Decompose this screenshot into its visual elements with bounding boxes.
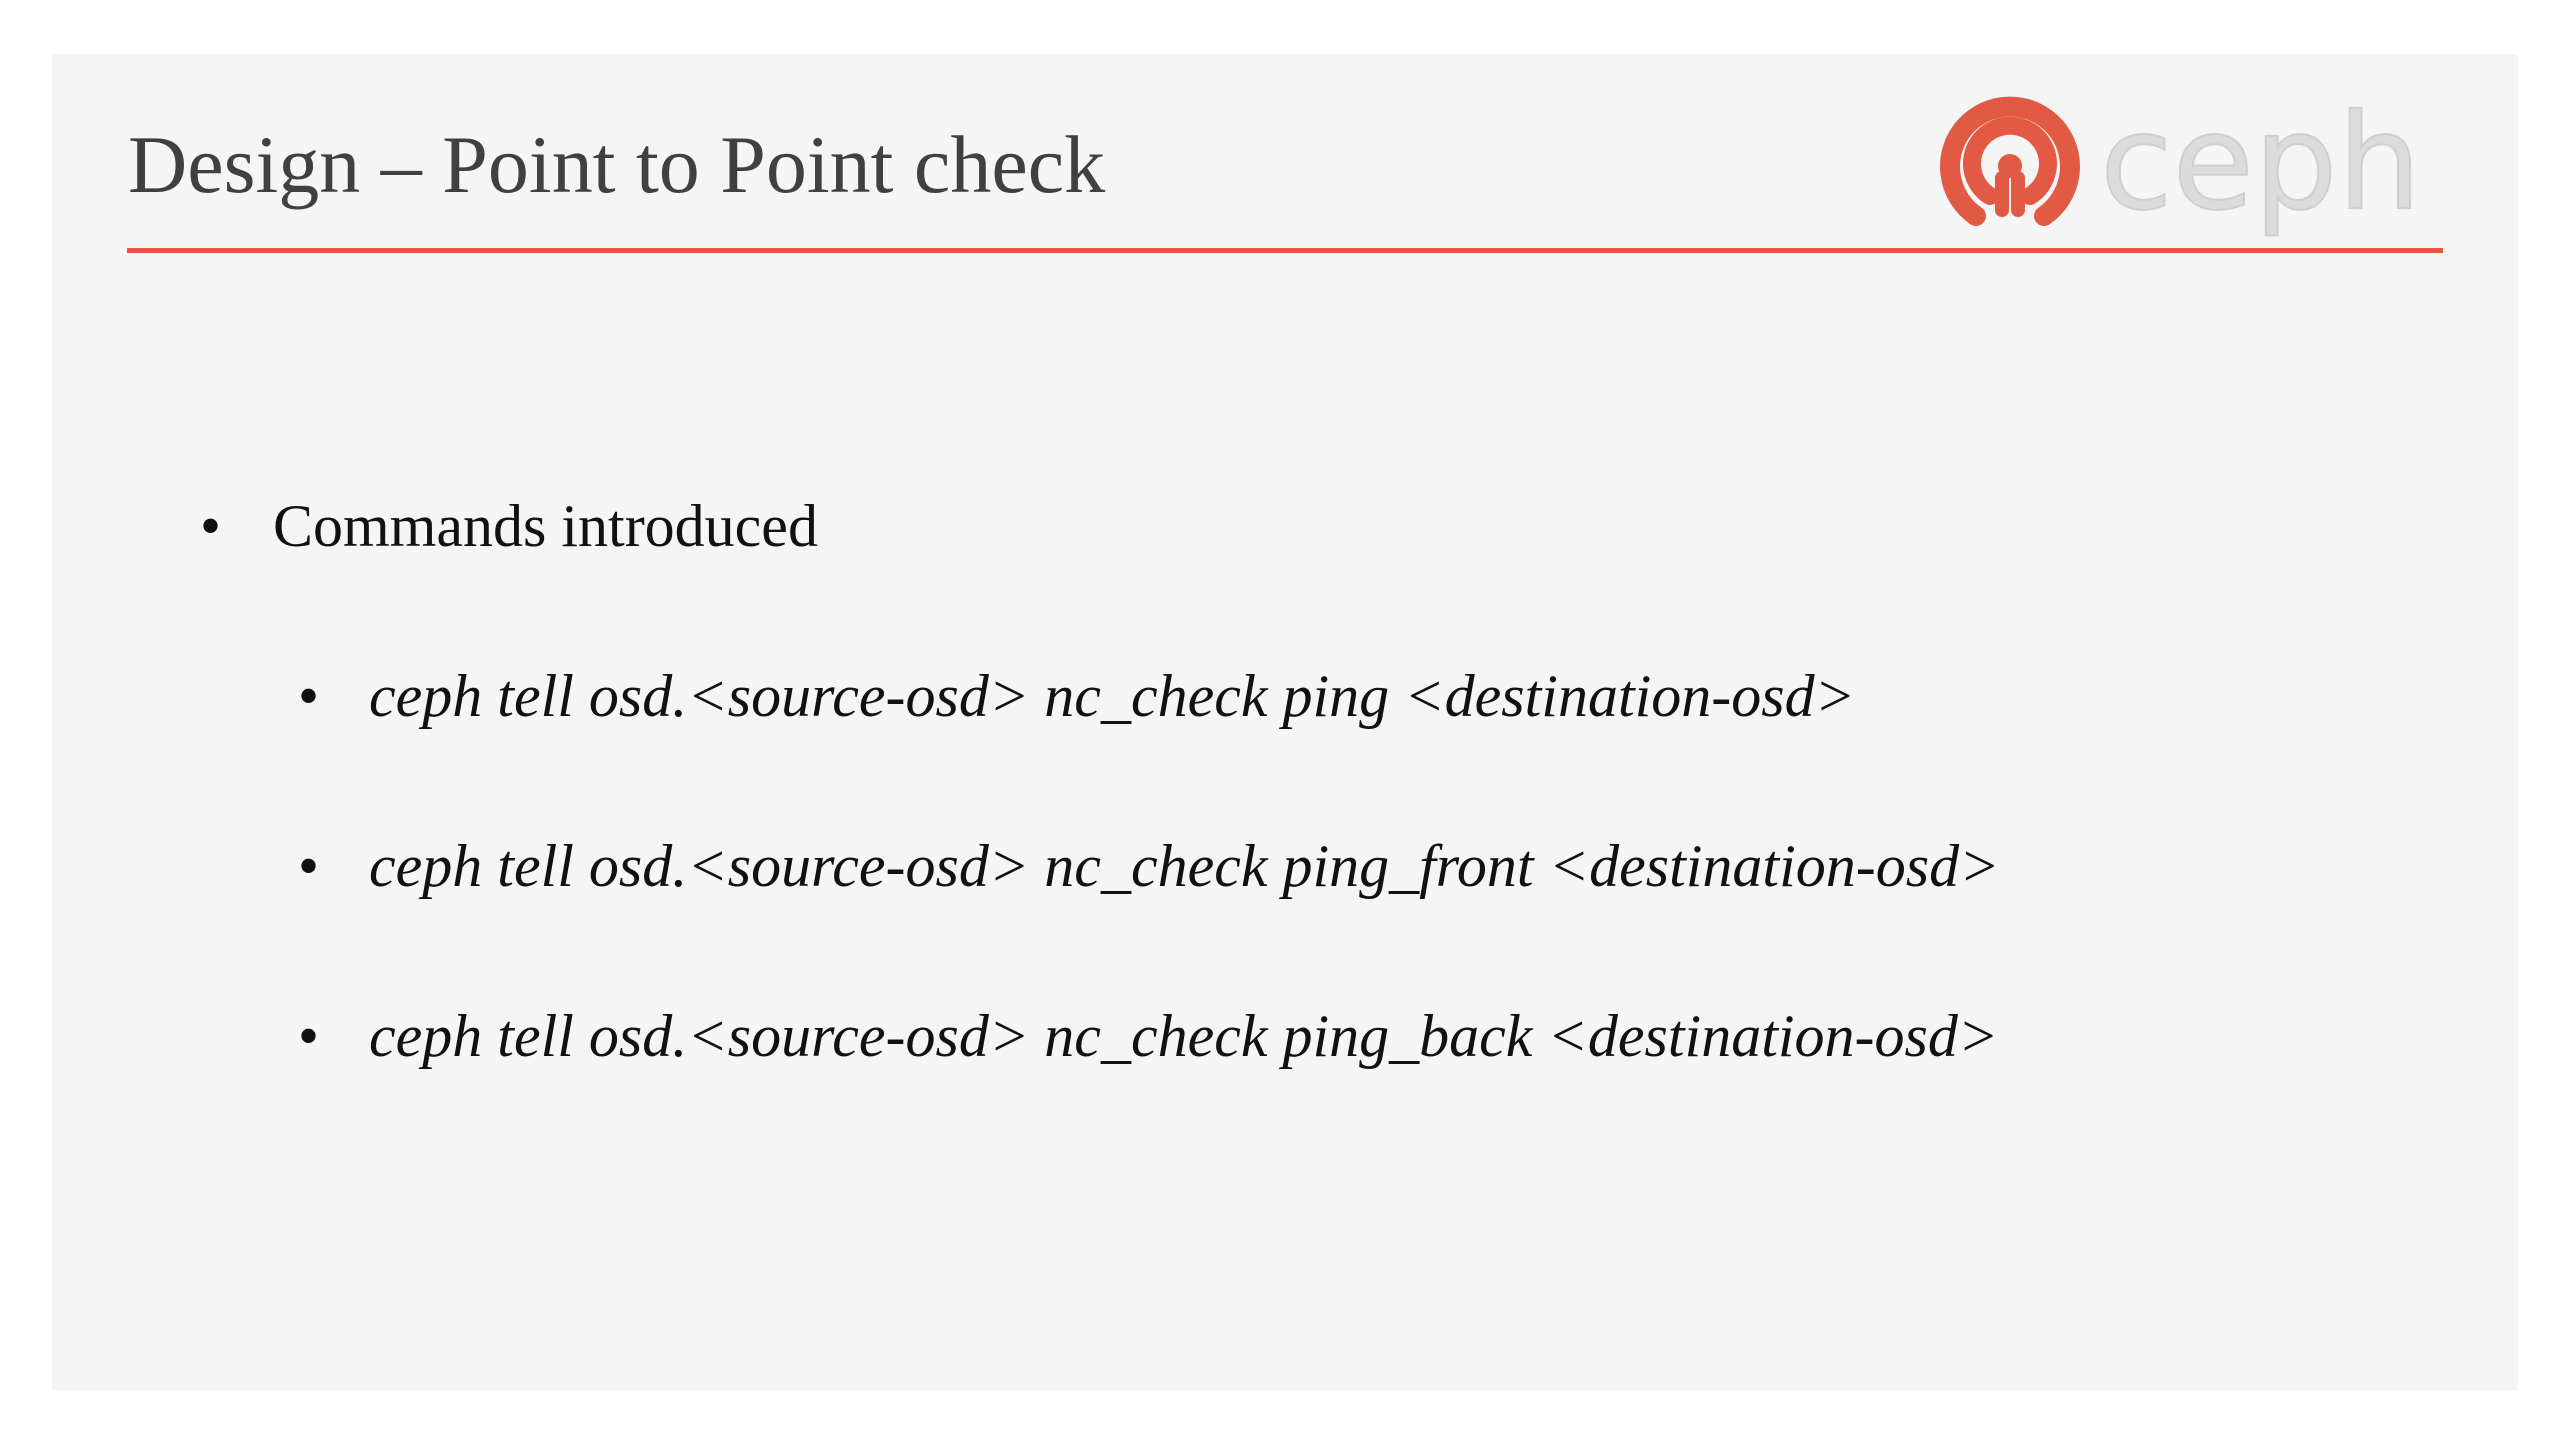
slide: [52, 54, 2518, 1390]
slide-title: Design – Point to Point check: [128, 119, 1106, 210]
sub-bullet-ping-front: [298, 830, 2000, 902]
ceph-wordmark: ceph: [2100, 86, 2422, 240]
sub-bullet-ping: [298, 660, 1855, 732]
bullet-text: Commands introduced: [273, 493, 818, 559]
bullet-dot: •: [298, 833, 320, 899]
ceph-octopus-icon: [1950, 107, 2070, 216]
sub-bullet-text: ceph tell osd.<source-osd> nc_check ping_front <destination-osd>: [369, 833, 2000, 899]
bullet-dot: •: [200, 493, 222, 559]
sub-bullet-text: ceph tell osd.<source-osd> nc_check ping <destination-osd>: [369, 663, 1856, 729]
sub-bullet-text: ceph tell osd.<source-osd> nc_check ping_back <destination-osd>: [369, 1003, 1999, 1069]
bullet-dot: •: [298, 663, 320, 729]
bullet-dot: •: [298, 1003, 320, 1069]
title-underline: [127, 248, 2443, 253]
ceph-logo: [1924, 84, 2508, 254]
bullet-commands-introduced: [200, 490, 818, 562]
sub-bullet-ping-back: [298, 1000, 1998, 1072]
